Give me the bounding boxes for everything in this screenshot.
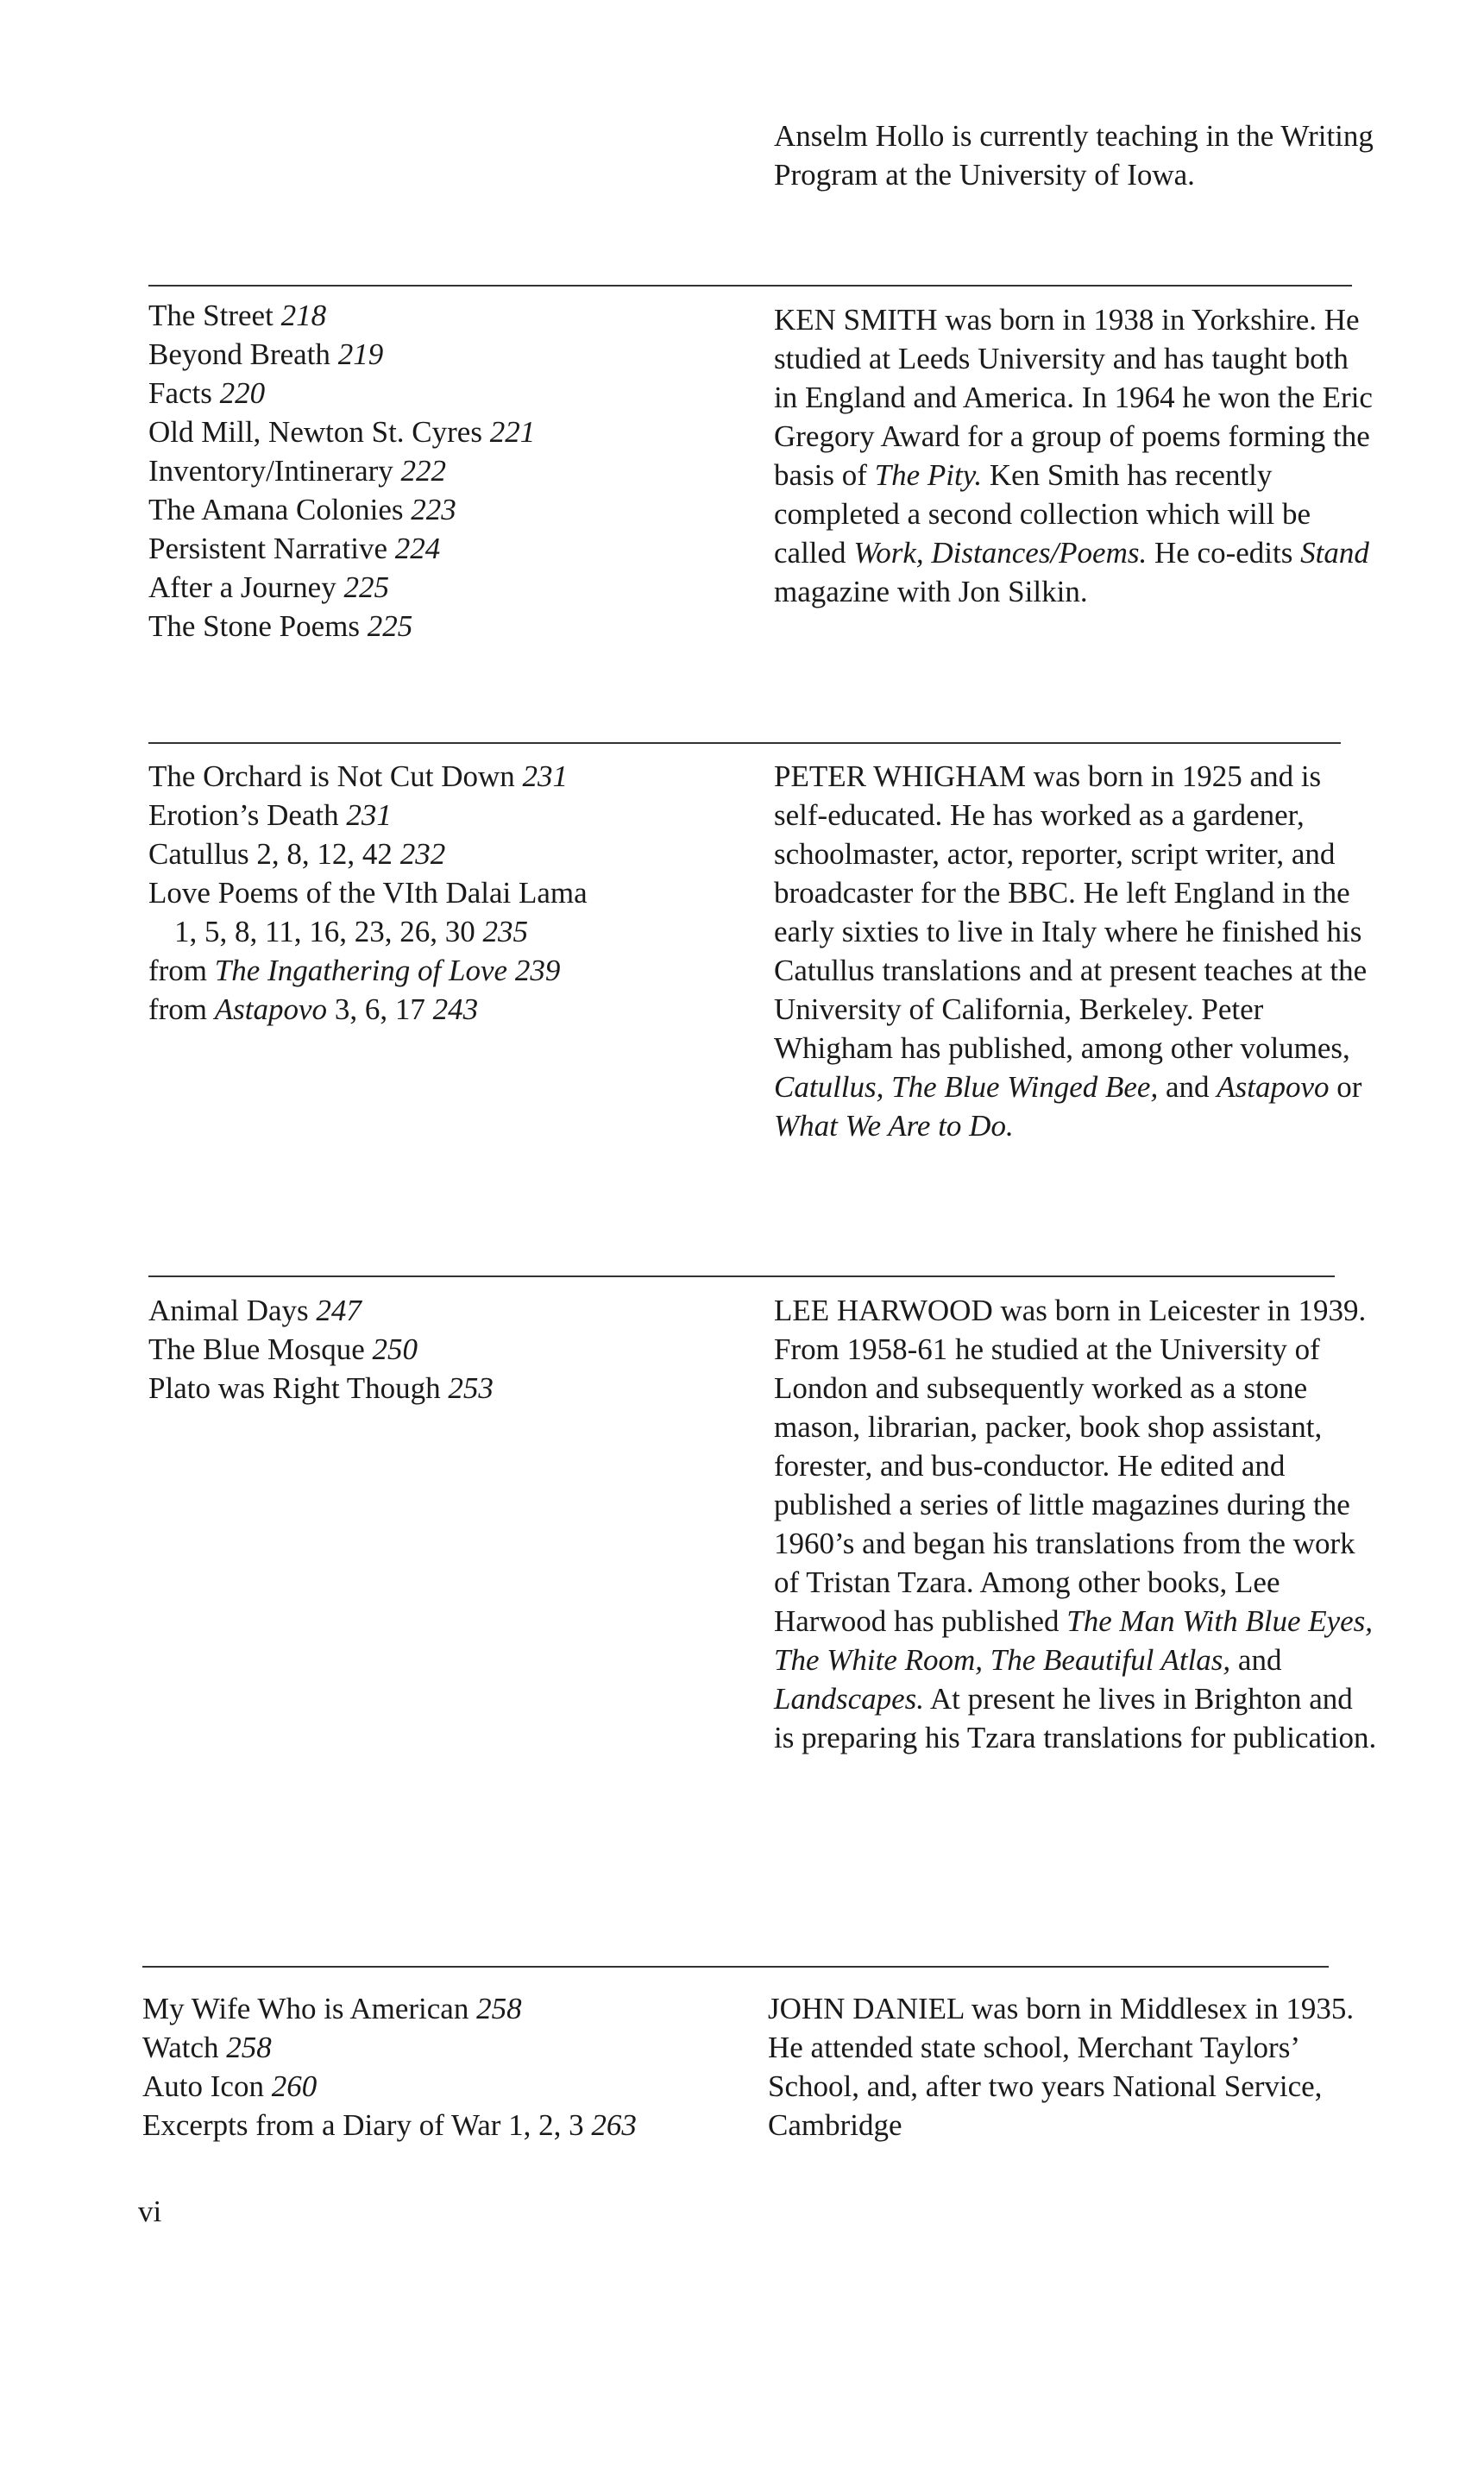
page-ref: 260: [271, 2069, 318, 2103]
page-number: vi: [138, 2195, 162, 2228]
contents-entry: [148, 529, 752, 568]
bio-italic-text: The Pity.: [874, 458, 983, 492]
page-ref: 250: [372, 1332, 418, 1366]
poem-title: Love Poems of the VIth Dalai Lama: [148, 876, 588, 910]
page-ref: 222: [400, 454, 447, 488]
contents-entry: [148, 757, 752, 796]
contents-list-lee-harwood: [148, 1291, 752, 1408]
page-ref: 263: [591, 2108, 637, 2142]
poem-title: Persistent Narrative: [148, 532, 387, 565]
bio-italic-text: What We Are to Do.: [774, 1109, 1014, 1143]
contents-entry: [148, 296, 752, 335]
poem-title: 1, 5, 8, 11, 16, 23, 26, 30: [174, 915, 475, 948]
page-ref: 219: [337, 337, 384, 371]
poem-title: Inventory/Intinerary: [148, 454, 393, 488]
poem-title: Old Mill, Newton St. Cyres: [148, 415, 482, 449]
poem-title: Erotion’s Death: [148, 798, 339, 832]
bio-text: He co-edits: [1147, 536, 1301, 570]
page-ref: 231: [522, 759, 569, 793]
poem-title: Beyond Breath: [148, 337, 330, 371]
bio-anselm-hollo: Anselm Hollo is currently teaching in the Writing Program at the University of Iowa.: [774, 119, 1374, 192]
poem-title-suffix: 3, 6, 17: [327, 992, 425, 1026]
bio-text: JOHN DANIEL was born in Middlesex in 1935. He attended state school, Merchant Taylors’ School, and, after two years National Service, Cambridge: [768, 1992, 1355, 2142]
bio-peter-whigham: [774, 757, 1378, 1145]
poem-title: Animal Days: [148, 1294, 309, 1327]
poem-title: My Wife Who is American: [142, 1992, 469, 2025]
bio-text: At present he lives in Brighton and is preparing his Tzara translations for publication.: [774, 1682, 1377, 1754]
bio-text: and: [1158, 1070, 1217, 1104]
contents-entry: [148, 912, 752, 951]
poem-title: Watch: [142, 2031, 219, 2064]
contents-entry: [148, 490, 752, 529]
contents-entry: [148, 374, 752, 413]
section-divider: [148, 285, 1352, 287]
bio-italic-text: The Man With Blue Eyes, The White Room, The Beautiful Atlas,: [774, 1604, 1374, 1677]
bio-italic-text: Catullus, The Blue Winged Bee,: [774, 1070, 1159, 1104]
poem-title: The Street: [148, 299, 274, 332]
bio-text: KEN SMITH was born in 1938 in Yorkshire. He studied at Leeds University and has taught both in England and America. In 1964 he won the Eric Gregory Award for a group of poems forming the basis of: [774, 303, 1373, 492]
contents-entry: [148, 451, 752, 490]
poem-title-italic: Astapovo: [214, 992, 328, 1026]
poem-title: The Stone Poems: [148, 609, 360, 643]
contents-entry: [148, 990, 752, 1029]
contents-entry: [148, 951, 752, 990]
page-ref: 235: [482, 915, 528, 948]
poem-title: After a Journey: [148, 570, 336, 604]
page-ref: 231: [346, 798, 392, 832]
contents-entry: [148, 413, 752, 451]
page-ref: 218: [280, 299, 327, 332]
bio-italic-text: Landscapes.: [774, 1682, 925, 1716]
contents-entry: [148, 607, 752, 646]
page-ref: 253: [448, 1371, 494, 1405]
poem-title: Catullus 2, 8, 12, 42: [148, 837, 393, 871]
contents-entry: [148, 335, 752, 374]
contents-entry: [148, 1291, 752, 1330]
poem-title: The Blue Mosque: [148, 1332, 365, 1366]
bio-italic-text: Work, Distances/Poems.: [853, 536, 1148, 570]
page-ref: 223: [411, 493, 456, 526]
contents-entry: [148, 873, 752, 912]
poem-title: from: [148, 992, 215, 1026]
bio-lee-harwood: [774, 1291, 1378, 1757]
section-divider: [148, 1275, 1335, 1277]
contents-entry: [148, 1369, 752, 1408]
page-ref: 224: [394, 532, 441, 565]
contents-entry: [142, 2067, 746, 2106]
page-ref: 232: [399, 837, 446, 871]
bio-text: PETER WHIGHAM was born in 1925 and is self-educated. He has worked as a gardener, schoolmaster, actor, reporter, script writer, and broadcaster for the BBC. He left England in the early sixties to live in Italy where he finished his Catullus translations and at present teaches at the University of California, Berkeley. Peter Whigham has published, among other volumes,: [774, 759, 1368, 1065]
page-ref: 258: [226, 2031, 272, 2064]
bio-italic-text: Astapovo: [1217, 1070, 1330, 1104]
poem-title: The Amana Colonies: [148, 493, 404, 526]
poem-title: Facts: [148, 376, 212, 410]
bio-ken-smith: [774, 300, 1378, 611]
poem-title: The Orchard is Not Cut Down: [148, 759, 515, 793]
bio-text: or: [1329, 1070, 1362, 1104]
page-ref: 247: [316, 1294, 362, 1327]
poem-title-italic: The Ingathering of Love: [214, 954, 508, 987]
contents-entry: [142, 2028, 746, 2067]
contents-list-john-daniel: [142, 1989, 746, 2145]
page-ref: 243: [432, 992, 479, 1026]
bio-john-daniel: [768, 1989, 1372, 2145]
page-ref: 220: [219, 376, 266, 410]
poem-title: Plato was Right Though: [148, 1371, 441, 1405]
page-ref: 239: [514, 954, 561, 987]
contents-entry: [142, 1989, 746, 2028]
contents-entry: [148, 835, 752, 873]
poem-title: Excerpts from a Diary of War 1, 2, 3: [142, 2108, 584, 2142]
poem-title: from: [148, 954, 215, 987]
contents-entry: [148, 1330, 752, 1369]
bio-text: Ken Smith has recently completed a second collection which will be called: [774, 458, 1311, 570]
section-divider: [148, 742, 1341, 744]
contents-entry: [148, 568, 752, 607]
section-divider: [142, 1966, 1329, 1968]
bio-italic-text: Stand: [1300, 536, 1369, 570]
poem-title: Auto Icon: [142, 2069, 264, 2103]
contents-list-ken-smith: [148, 296, 752, 646]
contents-entry: [142, 2106, 746, 2145]
page-ref: 225: [343, 570, 389, 604]
bio-text: and: [1230, 1643, 1282, 1677]
page-ref: 258: [476, 1992, 522, 2025]
bio-text: LEE HARWOOD was born in Leicester in 1939. From 1958-61 he studied at the University of London and subsequently worked as a stone mason, librarian, packer, book shop assistant, forester, and bus-conductor. He edited and published a series of little magazines during the 1960’s and began his translations from the work of Tristan Tzara. Among other books, Lee Harwood has published: [774, 1294, 1367, 1638]
contents-list-peter-whigham: [148, 757, 752, 1029]
page-ref: 221: [489, 415, 536, 449]
page-ref: 225: [367, 609, 413, 643]
bio-text: magazine with Jon Silkin.: [774, 575, 1088, 608]
contents-entry: [148, 796, 752, 835]
